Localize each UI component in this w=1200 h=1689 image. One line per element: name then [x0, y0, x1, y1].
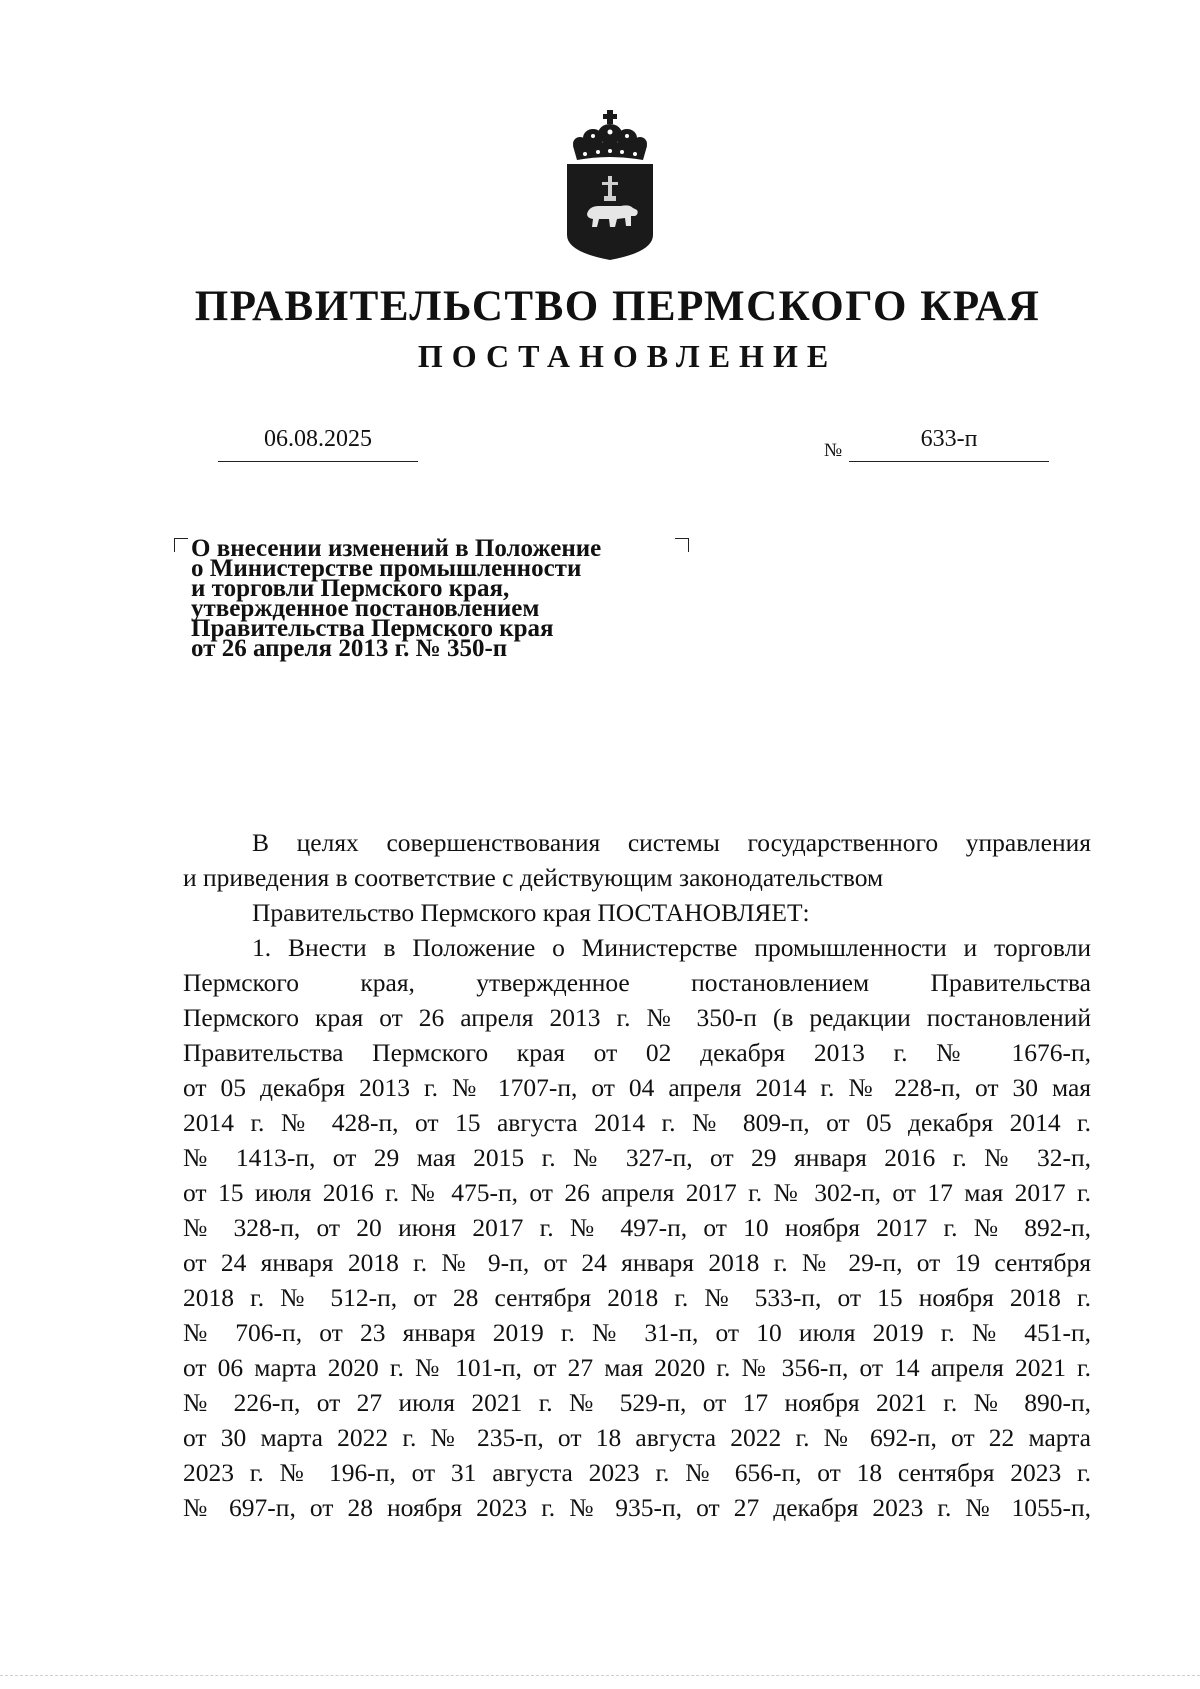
- subject-line: от 26 апреля 2013 г. № 350-п: [191, 635, 508, 662]
- subject-line: утвержденное постановлением: [191, 595, 540, 622]
- body-line: и приведения в соответствие с действующим законодательством: [183, 863, 884, 892]
- document-subject: [191, 535, 671, 662]
- body-line: № 697-п, от 28 ноября 2023 г. № 935-п, от 27 декабря 2023 г. № 1055-п,: [183, 1493, 1091, 1522]
- body-line: № 226-п, от 27 июля 2021 г. № 529-п, от 17 ноября 2021 г. № 890-п,: [183, 1388, 1091, 1417]
- subject-line: и торговли Пермского края,: [191, 575, 510, 602]
- body-line: № 1413-п, от 29 мая 2015 г. № 327-п, от 29 января 2016 г. № 32-п,: [183, 1143, 1091, 1172]
- body-line: от 06 марта 2020 г. № 101-п, от 27 мая 2020 г. № 356-п, от 14 апреля 2021 г.: [183, 1353, 1091, 1382]
- body-line: от 05 декабря 2013 г. № 1707-п, от 04 апреля 2014 г. № 228-п, от 30 мая: [183, 1073, 1091, 1102]
- body-line: 1. Внести в Положение о Министерстве промышленности и торговли: [252, 933, 1091, 962]
- document-type: ПОСТАНОВЛЕНИЕ: [417, 338, 838, 374]
- organization-title: ПРАВИТЕЛЬСТВО ПЕРМСКОГО КРАЯ: [194, 283, 1041, 330]
- body-line: Правительства Пермского края от 02 декабря 2013 г. № 1676-п,: [183, 1038, 1091, 1067]
- body-line: В целях совершенствования системы государственного управления: [252, 828, 1091, 857]
- body-line: № 328-п, от 20 июня 2017 г. № 497-п, от 10 ноября 2017 г. № 892-п,: [183, 1213, 1091, 1242]
- subject-corner-left: [174, 538, 188, 552]
- body-line: от 30 марта 2022 г. № 235-п, от 18 августа 2022 г. № 692-п, от 22 марта: [183, 1423, 1091, 1452]
- body-line: от 15 июля 2016 г. № 475-п, от 26 апреля 2017 г. № 302-п, от 17 мая 2017 г.: [183, 1178, 1091, 1207]
- number-sign: №: [824, 440, 843, 461]
- body-line: Правительство Пермского края ПОСТАНОВЛЯЕТ:: [252, 898, 810, 927]
- document-body: [183, 825, 1091, 1525]
- perm-coat-of-arms-icon: [565, 110, 655, 260]
- body-line: 2018 г. № 512-п, от 28 сентября 2018 г. № 533-п, от 15 ноября 2018 г.: [183, 1283, 1091, 1312]
- scan-edge-line: [0, 1675, 1200, 1676]
- subject-line: Правительства Пермского края: [191, 615, 554, 642]
- body-line: 2014 г. № 428-п, от 15 августа 2014 г. № 809-п, от 05 декабря 2014 г.: [183, 1108, 1091, 1137]
- document-date: 06.08.2025: [264, 426, 372, 452]
- subject-line: О внесении изменений в Положение: [191, 535, 602, 562]
- body-line: № 706-п, от 23 января 2019 г. № 31-п, от 10 июля 2019 г. № 451-п,: [183, 1318, 1091, 1347]
- subject-line: о Министерстве промышленности: [191, 555, 582, 582]
- body-line: от 24 января 2018 г. № 9-п, от 24 января 2018 г. № 29-п, от 19 сентября: [183, 1248, 1091, 1277]
- date-underline: [218, 461, 418, 462]
- subject-corner-right: [675, 538, 689, 552]
- body-line: 2023 г. № 196-п, от 31 августа 2023 г. № 656-п, от 18 сентября 2023 г.: [183, 1458, 1091, 1487]
- body-line: Пермского края, утвержденное постановлением Правительства: [183, 968, 1091, 997]
- body-line: Пермского края от 26 апреля 2013 г. № 350-п (в редакции постановлений: [183, 1003, 1091, 1032]
- document-number: 633-п: [920, 426, 978, 452]
- number-underline: [849, 461, 1049, 462]
